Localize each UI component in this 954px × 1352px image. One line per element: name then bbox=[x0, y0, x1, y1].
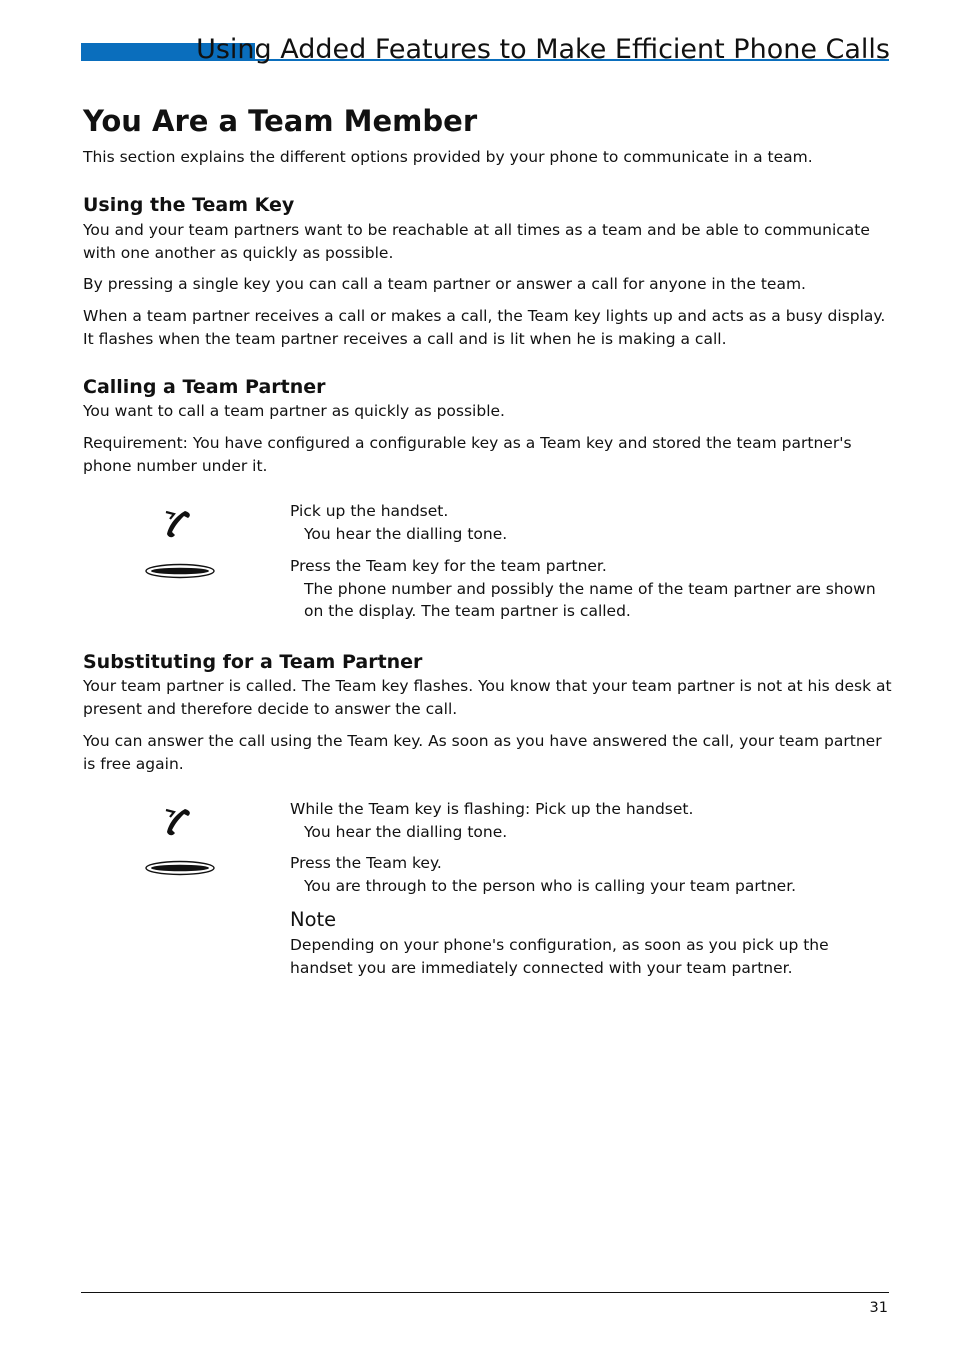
substituting-paragraph-1: Your team partner is called. The Team key flashes. You know that your team partner is not at his desk at present and therefore decide to answer the call. bbox=[83, 677, 892, 718]
team-key-paragraph-3 bbox=[83, 305, 893, 350]
calling-step-1-result: You hear the dialling tone. bbox=[304, 524, 508, 543]
substituting-step-2 bbox=[290, 852, 890, 897]
substituting-paragraph-2: You can answer the call using the Team key. As soon as you have answered the call, your team partner is free again. bbox=[83, 732, 882, 773]
handset-lift-icon bbox=[160, 804, 196, 844]
calling-step-1 bbox=[290, 500, 890, 545]
substituting-step-2-action: Press the Team key. bbox=[290, 854, 442, 872]
footer-rule bbox=[81, 1292, 889, 1293]
calling-step-1-action: Pick up the handset. bbox=[290, 502, 449, 520]
team-key-icon bbox=[144, 860, 216, 880]
note-text: Depending on your phone's configuration, as soon as you pick up the handset you are immediately connected with your team partner. bbox=[290, 936, 829, 977]
team-key-paragraph-3-line-2: It flashes when the team partner receives a call and is lit when he is making a call. bbox=[83, 329, 727, 348]
calling-paragraph-2: Requirement: You have configured a configurable key as a Team key and stored the team partner's phone number under it. bbox=[83, 434, 852, 475]
section-heading-calling: Calling a Team Partner bbox=[83, 376, 326, 398]
substituting-step-1-action: While the Team key is flashing: Pick up the handset. bbox=[290, 800, 694, 818]
calling-step-2-action: Press the Team key for the team partner. bbox=[290, 557, 607, 575]
header-title: Using Added Features to Make Efficient Phone Calls bbox=[196, 34, 890, 65]
team-key-paragraph-2: By pressing a single key you can call a team partner or answer a call for anyone in the team. bbox=[83, 275, 806, 293]
team-key-paragraph-3-line-1: When a team partner receives a call or makes a call, the Team key lights up and acts as a busy display. bbox=[83, 307, 886, 325]
note-title: Note bbox=[290, 908, 337, 931]
section-heading-substituting: Substituting for a Team Partner bbox=[83, 651, 423, 673]
handset-lift-icon bbox=[160, 506, 196, 546]
section-heading-team-key: Using the Team Key bbox=[83, 194, 295, 216]
substituting-step-2-result: You are through to the person who is calling your team partner. bbox=[304, 876, 797, 895]
team-key-paragraph-1: You and your team partners want to be reachable at all times as a team and be able to communicate with one another as quickly as possible. bbox=[83, 221, 870, 262]
calling-step-2 bbox=[290, 555, 890, 623]
substituting-step-1-result: You hear the dialling tone. bbox=[304, 822, 508, 841]
page-title: You Are a Team Member bbox=[83, 104, 478, 138]
calling-paragraph-1: You want to call a team partner as quickly as possible. bbox=[83, 402, 505, 420]
intro-paragraph: This section explains the different options provided by your phone to communicate in a team. bbox=[83, 148, 813, 166]
page-number: 31 bbox=[869, 1300, 888, 1316]
team-key-icon bbox=[144, 563, 216, 583]
calling-step-2-result: The phone number and possibly the name of the team partner are shown on the display. The team partner is called. bbox=[304, 579, 876, 620]
substituting-step-1 bbox=[290, 798, 890, 843]
